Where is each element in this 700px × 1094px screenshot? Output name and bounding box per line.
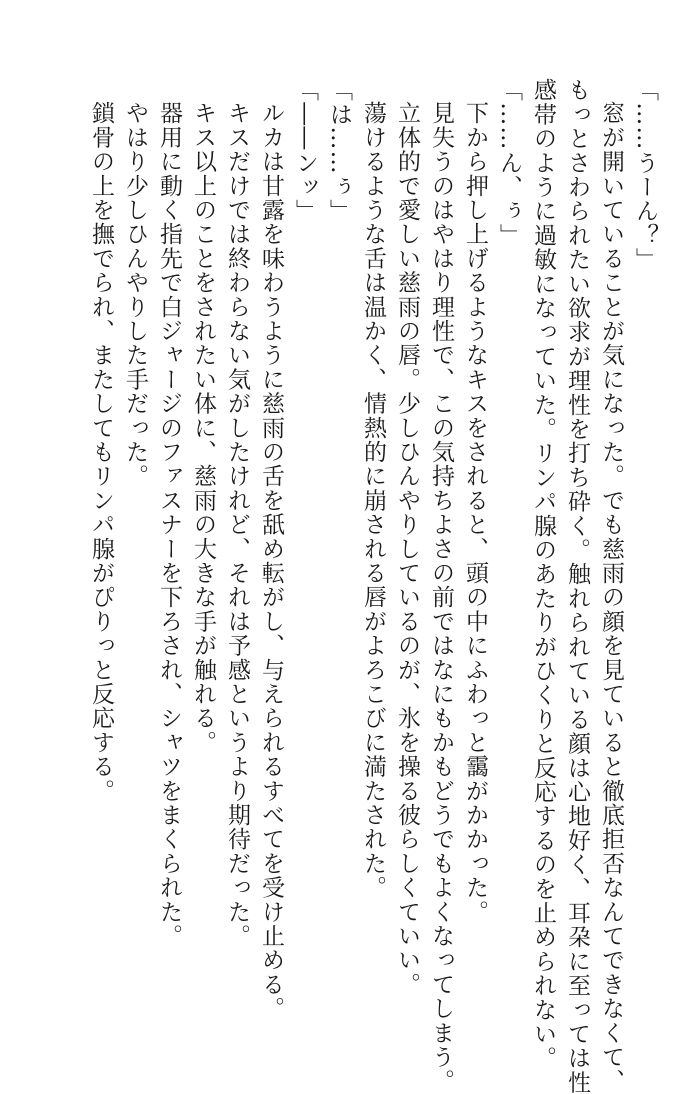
dialogue-line: 「……ん、ぅ」 bbox=[496, 78, 522, 248]
paragraph-line: 窓が開いていることが気になった。でも慈雨の顔を見ていると徹底拒否なんてできなくて、 bbox=[598, 101, 624, 1094]
paragraph-line: キス以上のことをされたい体に、慈雨の大きな手が触れる。 bbox=[190, 101, 216, 755]
paragraph-line: 立体的で愛しい慈雨の唇。少しひんやりしているのが、氷を操る彼らしくていい。 bbox=[394, 101, 420, 997]
paragraph-line: ルカは甘露を味わうように慈雨の舌を舐め転がし、与えられるすべてを受け止める。 bbox=[258, 101, 284, 1021]
paragraph-line: キスだけでは終わらない気がしたけれど、それは予感というより期待だった。 bbox=[224, 101, 250, 948]
paragraph-line: 鎖骨の上を撫でられ、またしてもリンパ腺がぴりっと反応する。 bbox=[88, 101, 114, 803]
dialogue-line: 「――ンッ」 bbox=[292, 78, 318, 224]
paragraph-line: やはり少しひんやりした手だった。 bbox=[122, 101, 148, 489]
dialogue-line: 「……うーん？」 bbox=[632, 78, 658, 272]
paragraph-line: 蕩けるような舌は温かく、情熱的に崩される唇がよろこびに満たされた。 bbox=[360, 101, 386, 900]
dialogue-line: 「は……ぅ」 bbox=[326, 78, 352, 224]
paragraph-line: 器用に動く指先で白ジャージのファスナーを下ろされ、シャツをまくられた。 bbox=[156, 101, 182, 948]
paragraph-line: 下から押し上げるようなキスをされると、頭の中にふわっと靄がかかった。 bbox=[462, 101, 488, 924]
paragraph-line: もっとさわられたい欲求が理性を打ち砕く。触れられている顔は心地好く、耳朶に至っては性 bbox=[564, 78, 590, 1094]
paragraph-line: 見失うのはやはり理性で、この気持ちよさの前ではなにもかもどうでもよくなってしまう。 bbox=[428, 101, 454, 1094]
paragraph-line: 感帯のように過敏になっていた。リンパ腺のあたりがひくりと反応するのを止められない。 bbox=[530, 78, 556, 1071]
vertical-text-block bbox=[84, 78, 662, 1094]
